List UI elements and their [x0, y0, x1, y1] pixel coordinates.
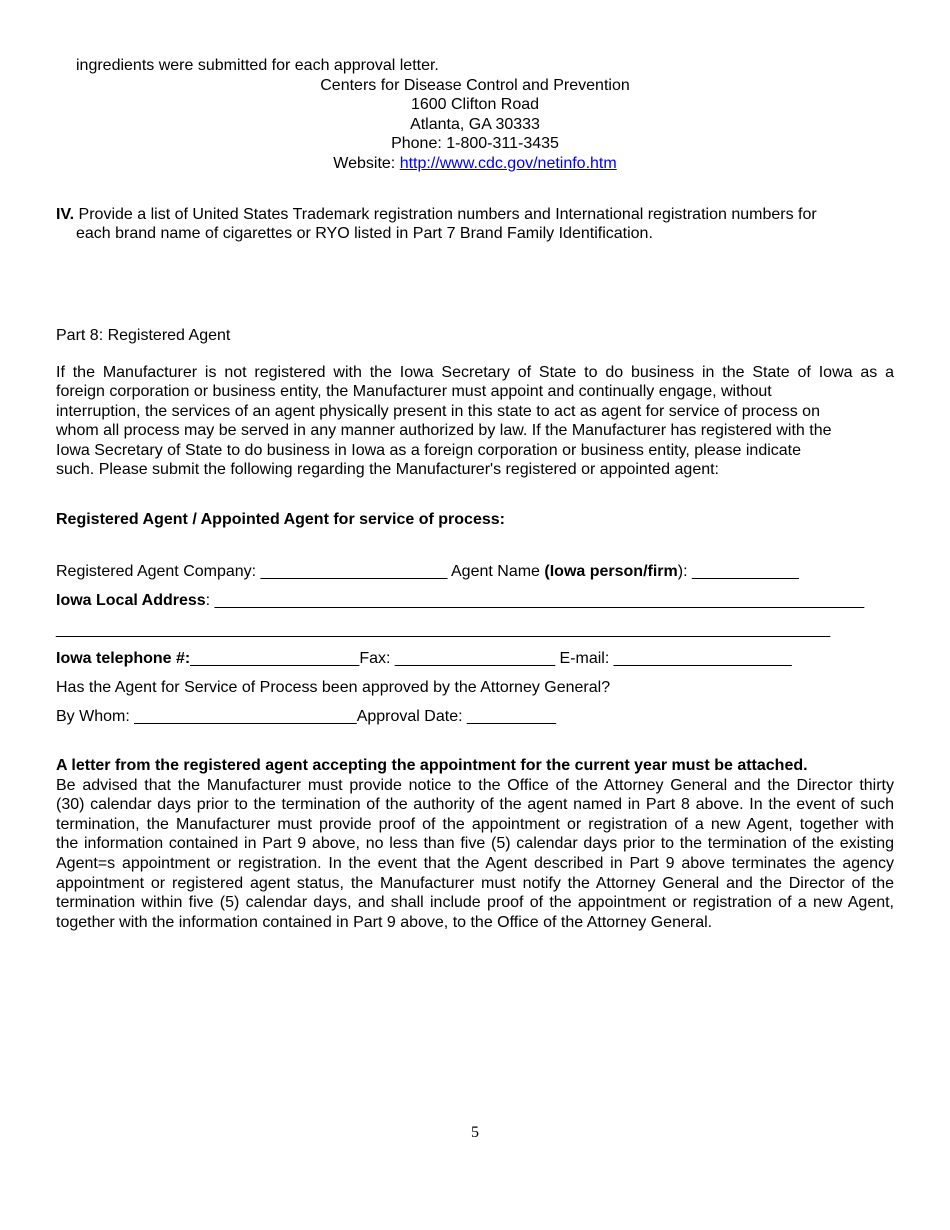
item-iv-line-1: [56, 205, 817, 224]
approval-date-label: Approval Date:: [356, 708, 467, 725]
approval-row: [56, 707, 556, 726]
phone-field[interactable]: ___________________: [190, 650, 360, 667]
fax-field[interactable]: __________________: [394, 650, 556, 667]
phone-label: Iowa telephone #:: [56, 650, 191, 667]
company-agent-row: [56, 562, 799, 581]
notice-line: Agent=s appointment or registration. In the event that the Agent described in Part 9 above terminates the agency: [56, 855, 894, 872]
by-whom-label: By Whom:: [56, 708, 135, 725]
agent-name-label-tail: ):: [677, 563, 692, 580]
address-field-line-2[interactable]: _______________________________________________________________________________________: [56, 621, 831, 638]
paragraph-line: foreign corporation or business entity, the Manufacturer must appoint and continually engage, without: [56, 383, 772, 400]
item-iv-number: IV.: [56, 206, 75, 223]
notice-line: Be advised that the Manufacturer must provide notice to the Office of the Attorney General and the Director thirty: [56, 777, 894, 794]
paragraph-line: Iowa Secretary of State to do business in Iowa as a foreign corporation or business entity, please indicate: [56, 442, 802, 459]
contact-row: [56, 649, 792, 668]
notice-line: termination within five (5) calendar days, and shall include proof of the appointment or registration of a new Agent,: [56, 894, 894, 911]
cdc-website-link[interactable]: http://www.cdc.gov/netinfo.htm: [399, 155, 617, 172]
cdc-name: Centers for Disease Control and Prevention: [320, 77, 630, 94]
email-label: E-mail:: [555, 650, 614, 667]
agent-name-field[interactable]: ____________: [691, 563, 799, 580]
part8-heading: Part 8: Registered Agent: [56, 327, 231, 344]
paragraph-line: whom all process may be served in any manner authorized by law. If the Manufacturer has registered with the: [56, 422, 832, 439]
cdc-phone: Phone: 1-800-311-3435: [391, 135, 559, 152]
address-colon: :: [205, 592, 215, 609]
agent-name-label: Agent Name: [447, 563, 545, 580]
notice-line: appointment or registered agent status, the Manufacturer must notify the Attorney General and the Director of the: [56, 875, 894, 892]
cdc-website-label: Website:: [333, 155, 400, 172]
by-whom-field[interactable]: _________________________: [134, 708, 357, 725]
company-label: Registered Agent Company:: [56, 563, 261, 580]
cdc-street: 1600 Clifton Road: [410, 96, 540, 113]
item-iv-line-2: each brand name of cigarettes or RYO listed in Part 7 Brand Family Identification.: [76, 225, 653, 242]
approval-date-field[interactable]: __________: [466, 708, 556, 725]
agent-name-qualifier: (Iowa person/firm: [544, 563, 678, 580]
item-iv-text-1: Provide a list of United States Trademark registration numbers and International registration numbers for: [74, 206, 817, 223]
notice-bold-line: A letter from the registered agent accepting the appointment for the current year must be attached.: [56, 757, 808, 774]
notice-line: the information contained in Part 9 above, no less than five (5) calendar days prior to the termination of the existing: [56, 835, 894, 852]
fax-label: Fax:: [359, 650, 395, 667]
email-field[interactable]: ____________________: [613, 650, 792, 667]
continuation-text: ingredients were submitted for each approval letter.: [76, 57, 439, 74]
cdc-city: Atlanta, GA 30333: [410, 116, 540, 133]
notice-line: (30) calendar days prior to the termination of the authority of the agent named in Part 8 above. In the event of such: [56, 796, 894, 813]
paragraph-line: such. Please submit the following regarding the Manufacturer's registered or appointed agent:: [56, 461, 719, 478]
cdc-website: [0, 154, 950, 173]
notice-line: termination, the Manufacturer must provide proof of the appointment or registration of a new Agent, together with: [56, 816, 894, 833]
agent-subheading: Registered Agent / Appointed Agent for service of process:: [56, 511, 505, 528]
address-row: [56, 591, 864, 610]
page-number: 5: [471, 1124, 479, 1141]
address-label: Iowa Local Address: [56, 592, 206, 609]
paragraph-line: interruption, the services of an agent physically present in this state to act as agent for service of process on: [56, 403, 820, 420]
approval-question: Has the Agent for Service of Process been approved by the Attorney General?: [56, 679, 611, 696]
notice-line: together with the information contained in Part 9 above, to the Office of the Attorney General.: [56, 914, 713, 931]
address-field[interactable]: _________________________________________________________________________: [214, 592, 865, 609]
company-field[interactable]: _____________________: [260, 563, 448, 580]
paragraph-line: If the Manufacturer is not registered with the Iowa Secretary of State to do business in the State of Iowa as a: [56, 364, 894, 381]
